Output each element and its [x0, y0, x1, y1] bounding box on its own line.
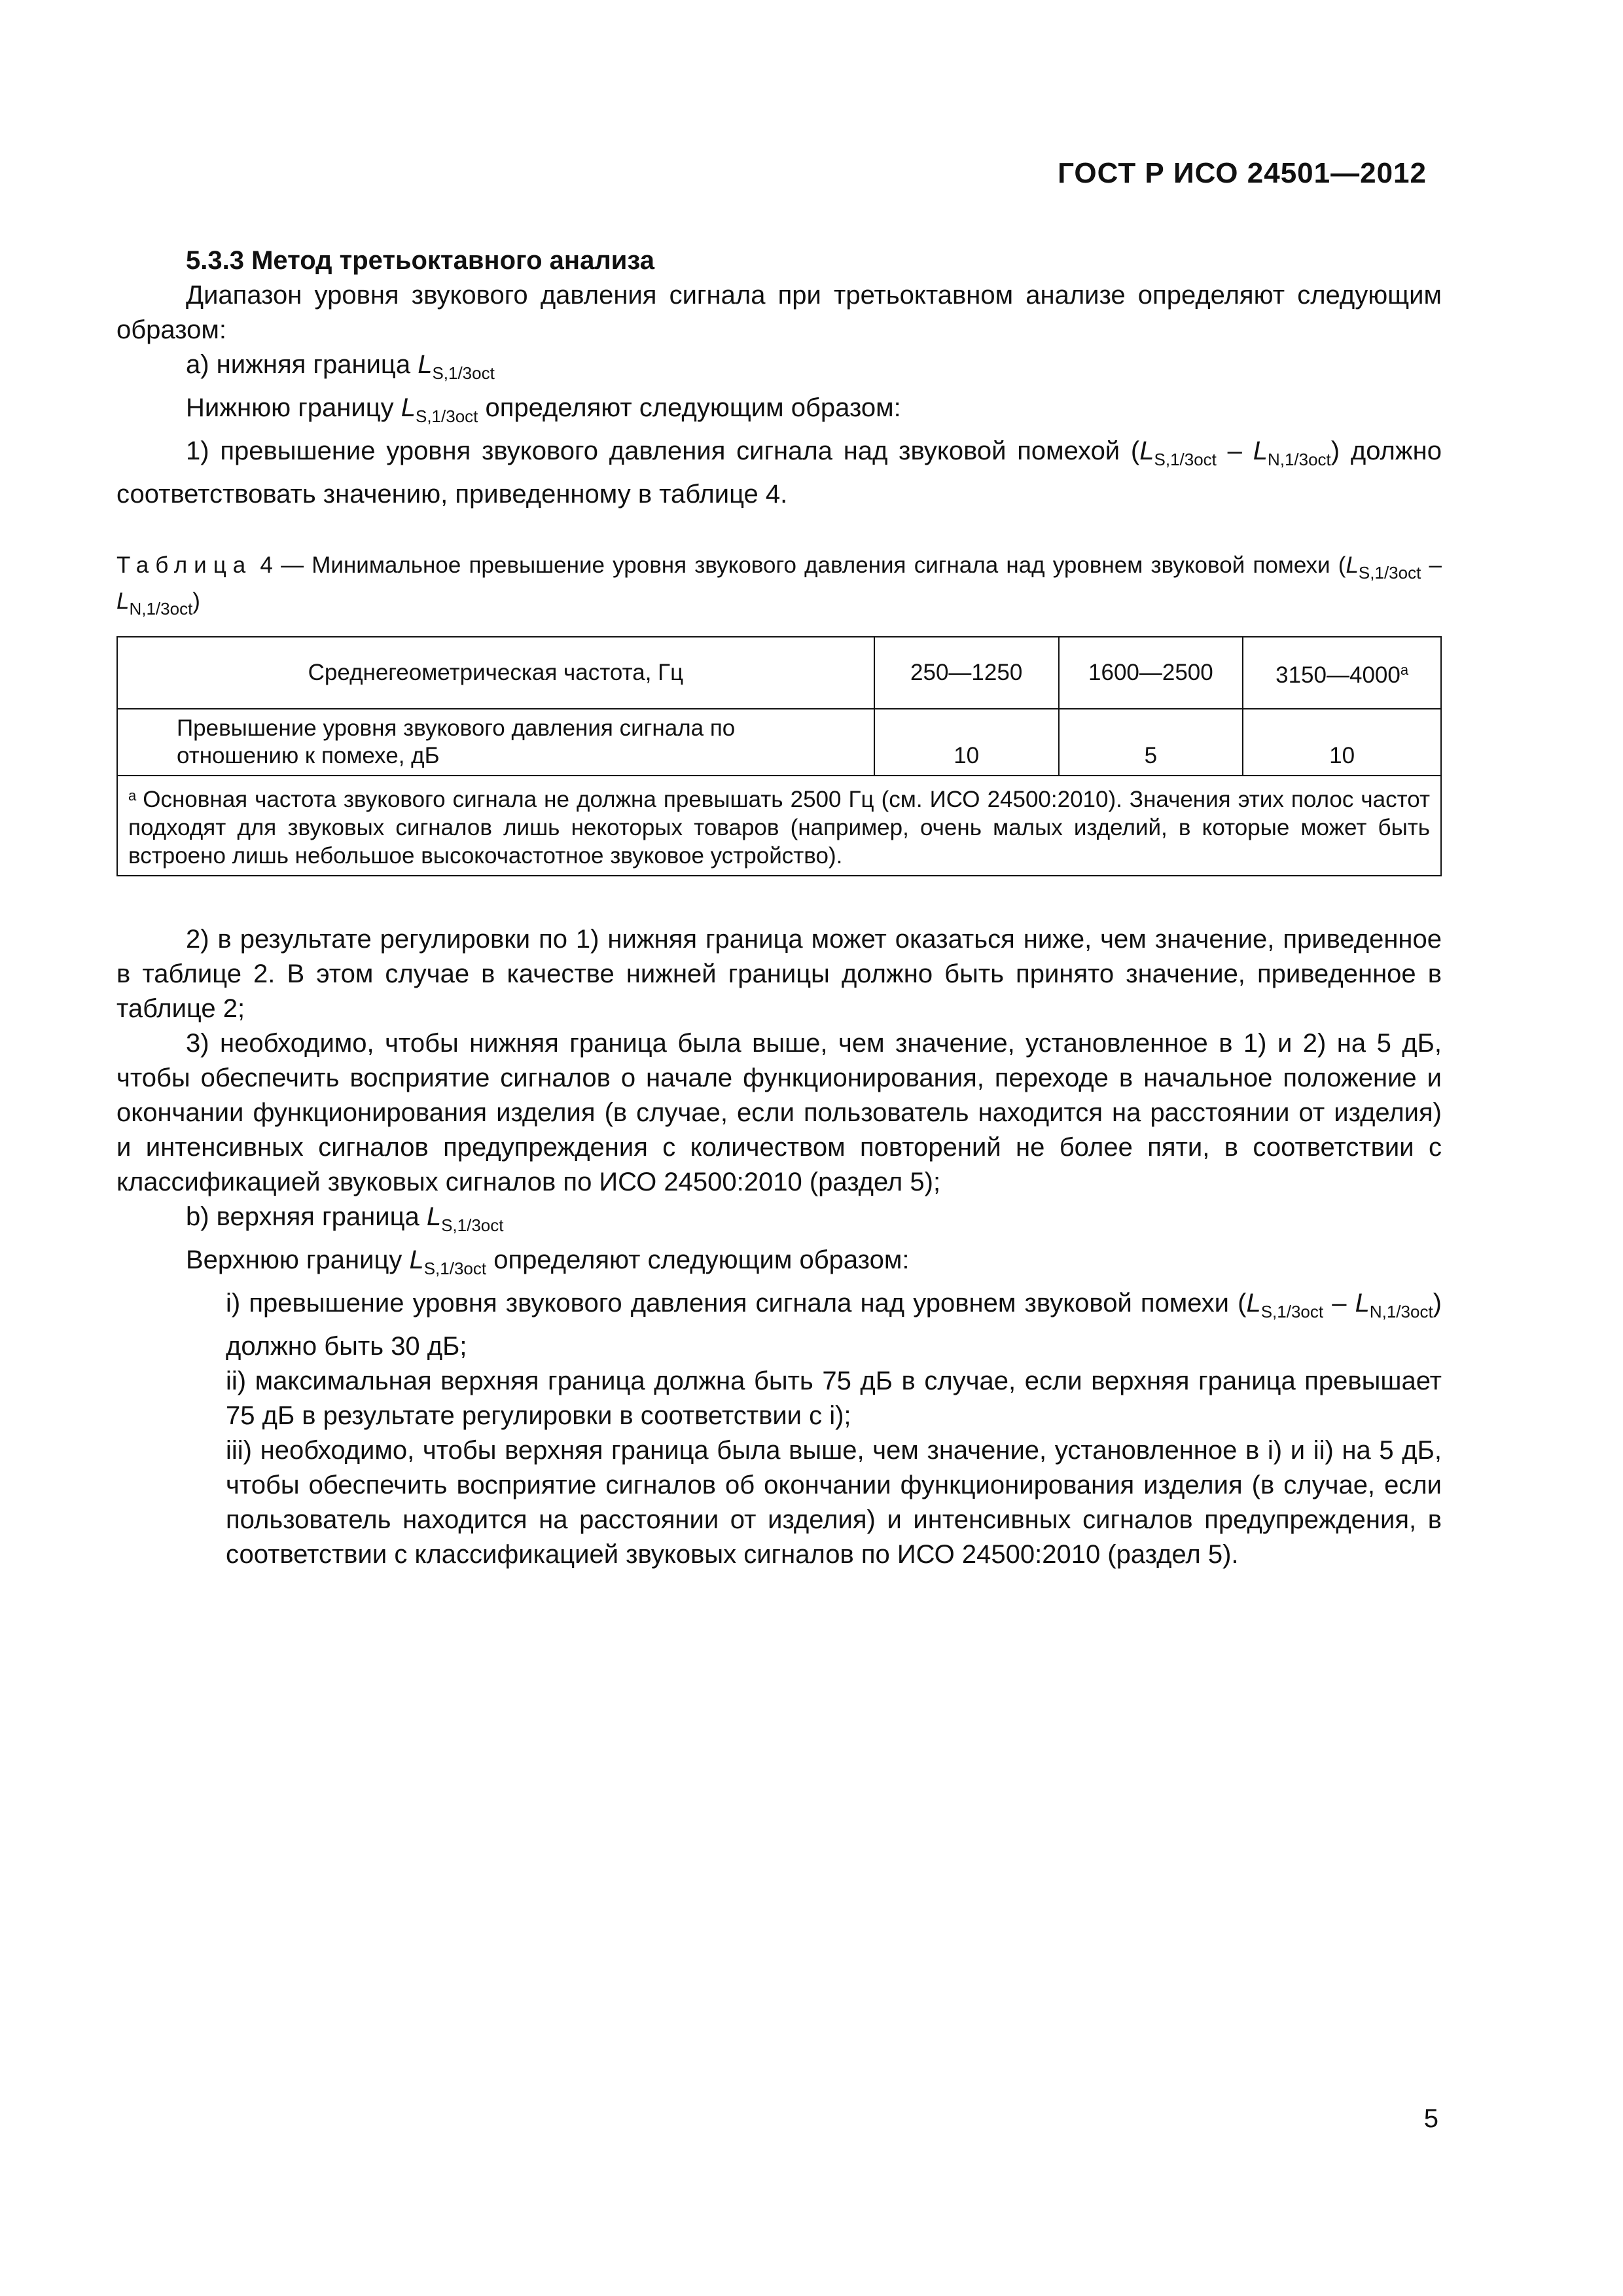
upper-item-i: i) превышение уровня звукового давления сигнала над уровнем звуковой помехи $(L_{S,1/3oct} - L_{N,1/3oct})$ должно быть 30 дБ; — [226, 1289, 1442, 1361]
intro-paragraph: Диапазон уровня звукового давления сигнала при третьоктавном анализе определяют следующим образом: — [116, 281, 1442, 344]
table-header-cell: Среднегеометрическая частота, Гц — [117, 637, 874, 709]
page-number: 5 — [1423, 2104, 1438, 2133]
footnote-marker: a — [1400, 662, 1409, 678]
table-header-cell: 250—1250 — [874, 637, 1059, 709]
upper-item-iii: iii) необходимо, чтобы верхняя граница была выше, чем значение, установленное в i) и ii) на 5 дБ, чтобы обеспечить восприятие сигналов об окончании функционирования изделия (в случае, если пользователь находится на расстоянии от изделия) и интенсивных сигналов предупреждения, в соответствии с классификацией звуковых сигналов по ИСО 24500:2010 (раздел 5). — [226, 1436, 1442, 1569]
upper-item-ii: ii) максимальная верхняя граница должна быть 75 дБ в случае, если верхняя граница превышает 75 дБ в результате регулировки в соответствии с i); — [226, 1367, 1442, 1430]
table-4 — [116, 636, 1442, 876]
table-row — [117, 709, 1441, 776]
footnote-marker: a — [128, 787, 137, 804]
table-row-label: Превышение уровня звукового давления сигнала по отношению к помехе, дБ — [117, 709, 874, 776]
lower-item-3: 3) необходимо, чтобы нижняя граница была выше, чем значение, установленное в 1) и 2) на 5 дБ, чтобы обеспечить восприятие сигналов о начале функционирования, переходе в начальное положение и окончании функционирования изделия (в случае, если пользователь находится на расстоянии от изделия) и интенсивных сигналов предупреждения с количеством повторений не более пяти, в соответствии с классификацией звуковых сигналов по ИСО 24500:2010 (раздел 5); — [116, 1029, 1442, 1196]
document-body — [116, 243, 1442, 1572]
upper-bound-heading: b) верхняя граница $L_{S,1/3oct}$ — [186, 1202, 504, 1235]
table-footnote: $^a$ Основная частота звукового сигнала не должна превышать 2500 Гц (см. ИСО 24500:2010). Значения этих полос частот подходят для звуковых сигналов лишь некоторых товаров (например, очень малых изделий, в которые может быть встроено лишь небольшое высокочастотное звуковое устройство). — [117, 776, 1441, 876]
lower-bound-definition: Нижнюю границу $L_{S,1/3oct}$ определяют следующим образом: — [186, 393, 901, 426]
lower-item-2: 2) в результате регулировки по 1) нижняя граница может оказаться ниже, чем значение, приведенное в таблице 2. В этом случае в качестве нижней границы должно быть принято значение, приведенное в таблице 2; — [116, 925, 1442, 1023]
table-cell: 10 — [874, 709, 1059, 776]
section-title: Метод третьоктавного анализа — [251, 246, 654, 275]
lower-item-1: 1) превышение уровня звукового давления сигнала над звуковой помехой $(L_{S,1/3oct} - L_{N,1/3oct})$ должно соответствовать значению, приведенному в таблице 4. — [116, 437, 1442, 509]
section-number: 5.3.3 — [186, 246, 244, 275]
table-header-cell: 1600—2500 — [1059, 637, 1243, 709]
table-caption: Таблица 4 — Минимальное превышение уровня звукового давления сигнала над уровнем звуковой помехи $(L_{S,1/3oct} - L_{N,1/3oct})$ — [116, 552, 1442, 619]
table-cell: 10 — [1243, 709, 1441, 776]
upper-bound-definition: Верхнюю границу $L_{S,1/3oct}$ определяют следующим образом: — [186, 1246, 910, 1278]
table-cell: 5 — [1059, 709, 1243, 776]
section-heading — [116, 243, 1442, 278]
table-header-row — [117, 637, 1441, 709]
document-header: ГОСТ Р ИСО 24501—2012 — [1058, 157, 1427, 189]
table-header-cell: 3150—4000$^a$ — [1243, 637, 1441, 709]
lower-bound-heading: а) нижняя граница $L_{S,1/3oct}$ — [186, 350, 495, 383]
table-footnote-row — [117, 776, 1441, 876]
